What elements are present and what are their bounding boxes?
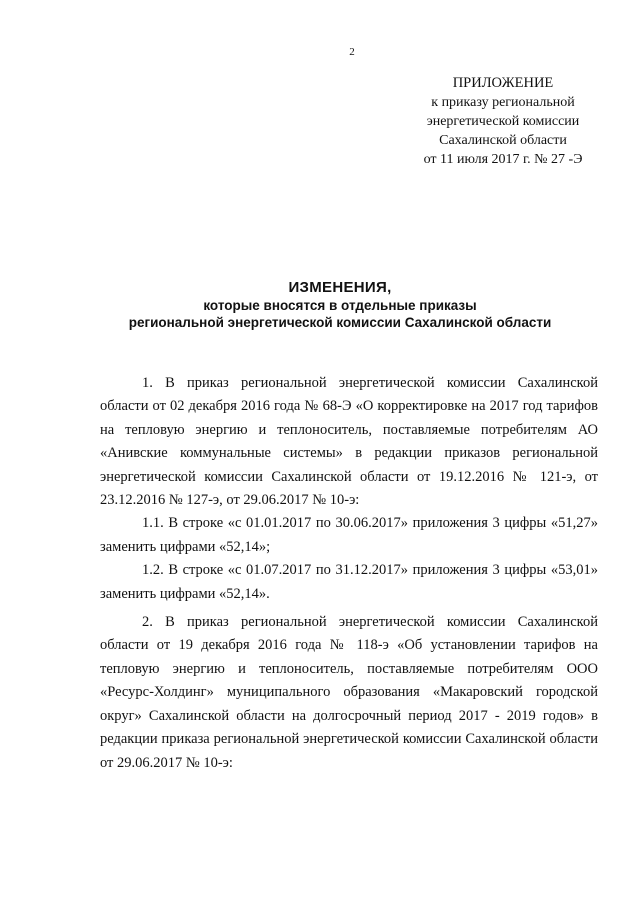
heading-subtitle-line2: региональной энергетической комиссии Сахалинской области — [128, 315, 552, 330]
document-heading — [100, 279, 580, 331]
paragraph-1-2: 1.2. В строке «с 01.07.2017 по 31.12.2017» приложения 3 цифры «53,01» заменить цифрами «52,14». — [100, 562, 598, 602]
appendix-line-commission: энергетической комиссии — [426, 114, 580, 129]
appendix-line-order: к приказу региональной — [431, 95, 575, 110]
paragraph-1-1: 1.1. В строке «с 01.01.2017 по 30.06.2017» приложения 3 цифры «51,27» заменить цифрами «52,14»; — [100, 515, 598, 555]
appendix-block — [388, 74, 618, 169]
heading-subtitle-line1: которые вносятся в отдельные приказы — [203, 298, 477, 313]
page-number: 2 — [349, 46, 355, 58]
paragraph-2: 2. В приказ региональной энергетической комиссии Сахалинской области от 19 декабря 2016 года № 118-э «Об установлении тарифов на тепловую энергию и теплоноситель, поставляемые потребителям ООО «Ресурс-Холдинг» муниципального образования «Макаровский городской округ» Сахалинской области на долгосрочный период 2017 - 2019 годов» в редакции приказа региональной энергетической комиссии Сахалинской области от 29.06.2017 № 10-э: — [100, 614, 598, 771]
heading-title: ИЗМЕНЕНИЯ, — [288, 279, 392, 296]
appendix-title: ПРИЛОЖЕНИЕ — [452, 75, 554, 91]
appendix-line-date: от 11 июля 2017 г. № 27 -Э — [423, 152, 583, 167]
paragraph-1: 1. В приказ региональной энергетической комиссии Сахалинской области от 02 декабря 2016 года № 68-Э «О корректировке на 2017 год тарифов на тепловую энергию и теплоноситель, поставляемые потребителям АО «Анивские коммунальные системы» в редакции приказов региональной энергетической комиссии Сахалинской области от 19.12.2016 № 121-э, от 23.12.2016 № 127-э, от 29.06.2017 № 10-э: — [100, 375, 598, 509]
document-body — [100, 372, 598, 775]
appendix-line-region: Сахалинской области — [439, 133, 567, 148]
